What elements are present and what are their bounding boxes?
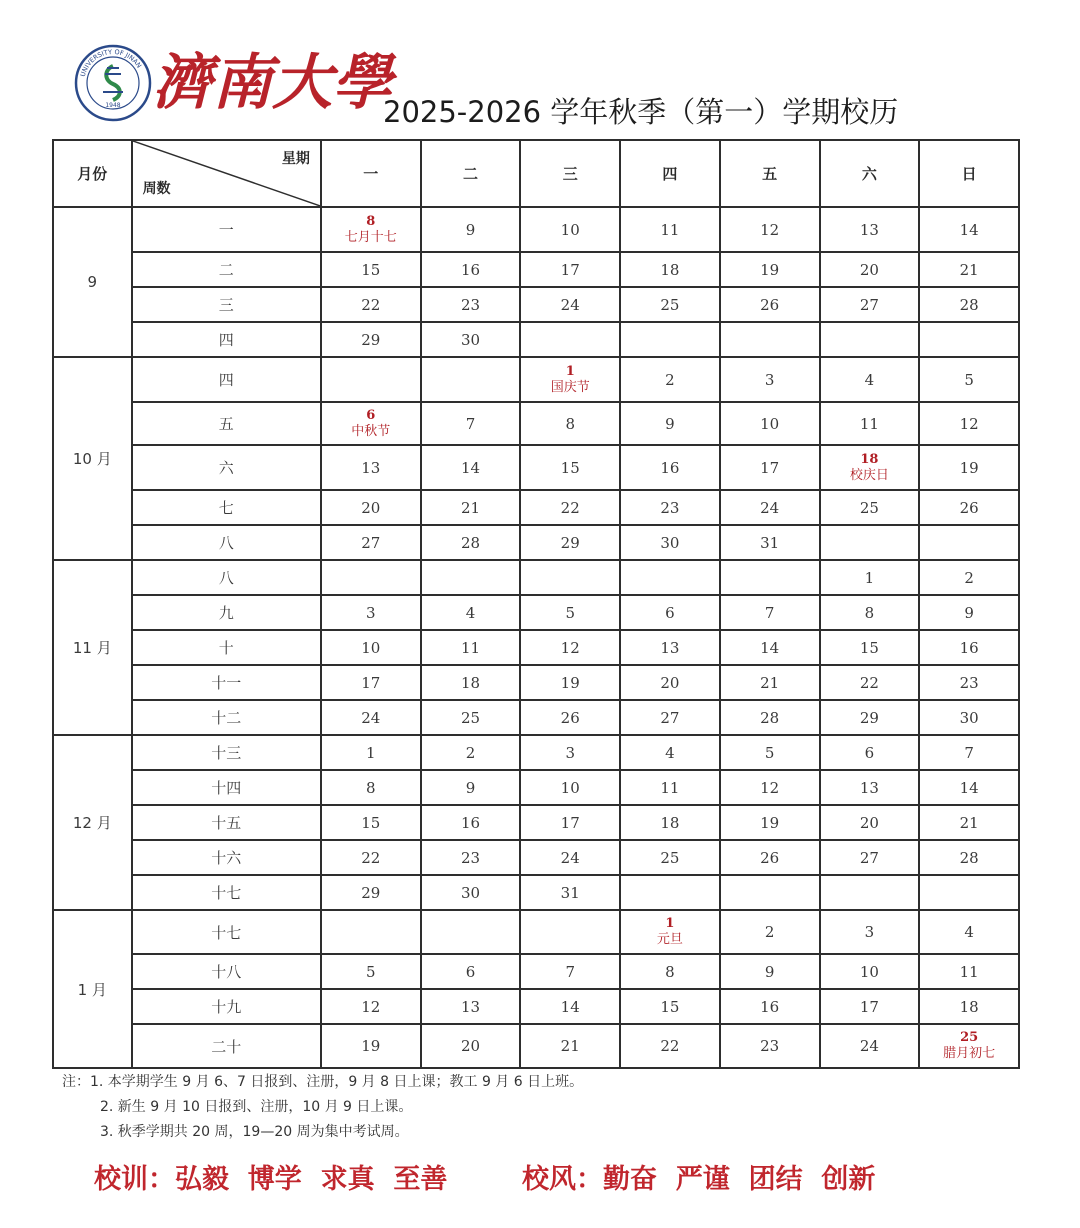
date-cell: 24 bbox=[321, 700, 421, 735]
date-number: 1 bbox=[565, 363, 575, 379]
empty-date-cell bbox=[520, 560, 620, 595]
school-motto: 校训：弘毅 博学 求真 至善 bbox=[94, 1164, 448, 1195]
week-number-cell: 十一 bbox=[132, 665, 321, 700]
date-cell: 30 bbox=[620, 525, 720, 560]
date-cell: 7 bbox=[720, 595, 820, 630]
date-note: 国庆节 bbox=[550, 379, 590, 395]
date-cell: 19 bbox=[520, 665, 620, 700]
empty-date-cell bbox=[620, 322, 720, 357]
date-cell: 8 bbox=[620, 954, 720, 989]
date-cell: 4 bbox=[620, 735, 720, 770]
note-item: 3. 秋季学期共 20 周，19—20 周为集中考试周。 bbox=[100, 1124, 409, 1140]
date-cell: 9 bbox=[720, 954, 820, 989]
week-row bbox=[53, 989, 1019, 1024]
date-cell: 13 bbox=[321, 445, 421, 490]
date-cell: 28 bbox=[421, 525, 521, 560]
empty-date-cell bbox=[820, 875, 920, 910]
date-cell: 3 bbox=[820, 910, 920, 954]
week-number-cell: 十七 bbox=[132, 875, 321, 910]
empty-date-cell bbox=[820, 525, 920, 560]
highlighted-date bbox=[920, 1030, 1018, 1062]
day-header: 日 bbox=[919, 140, 1019, 207]
date-cell: 17 bbox=[720, 445, 820, 490]
date-note: 七月十七 bbox=[344, 229, 397, 245]
month-cell: 11 月 bbox=[53, 560, 132, 735]
date-note: 元旦 bbox=[656, 932, 683, 947]
date-cell: 25 bbox=[421, 700, 521, 735]
page-title: 2025-2026 学年秋季（第一）学期校历 bbox=[383, 95, 899, 129]
empty-date-cell bbox=[720, 560, 820, 595]
week-number-cell: 十七 bbox=[132, 910, 321, 954]
date-cell: 9 bbox=[421, 207, 521, 252]
month-cell: 9 bbox=[53, 207, 132, 357]
date-cell: 10 bbox=[520, 770, 620, 805]
date-cell: 28 bbox=[919, 840, 1019, 875]
date-cell: 19 bbox=[720, 252, 820, 287]
date-cell: 15 bbox=[620, 989, 720, 1024]
week-row bbox=[53, 735, 1019, 770]
date-cell: 6 bbox=[421, 954, 521, 989]
date-cell: 18 bbox=[620, 805, 720, 840]
date-cell: 30 bbox=[421, 322, 521, 357]
date-cell: 11 bbox=[421, 630, 521, 665]
date-cell: 17 bbox=[321, 665, 421, 700]
date-cell: 24 bbox=[820, 1024, 920, 1068]
date-cell: 2 bbox=[620, 357, 720, 402]
date-cell: 11 bbox=[620, 770, 720, 805]
date-cell: 19 bbox=[321, 1024, 421, 1068]
week-number-cell: 四 bbox=[132, 322, 321, 357]
university-name-logo: 濟南大學 bbox=[152, 48, 392, 118]
date-cell: 27 bbox=[820, 840, 920, 875]
holiday-date-cell bbox=[919, 1024, 1019, 1068]
date-cell: 18 bbox=[919, 989, 1019, 1024]
date-cell: 9 bbox=[919, 595, 1019, 630]
holiday-date-cell bbox=[321, 402, 421, 445]
date-cell: 23 bbox=[421, 840, 521, 875]
calendar-table bbox=[52, 139, 1020, 1069]
week-number-cell: 十九 bbox=[132, 989, 321, 1024]
date-cell: 22 bbox=[321, 287, 421, 322]
week-number-cell: 八 bbox=[132, 560, 321, 595]
date-cell: 20 bbox=[421, 1024, 521, 1068]
empty-date-cell bbox=[421, 560, 521, 595]
date-cell: 20 bbox=[820, 252, 920, 287]
highlighted-date bbox=[621, 916, 719, 948]
date-cell: 12 bbox=[520, 630, 620, 665]
calendar-body bbox=[53, 207, 1019, 1068]
empty-date-cell bbox=[520, 322, 620, 357]
day-header: 二 bbox=[421, 140, 521, 207]
week-row bbox=[53, 560, 1019, 595]
date-cell: 27 bbox=[620, 700, 720, 735]
date-cell: 24 bbox=[520, 287, 620, 322]
week-row bbox=[53, 322, 1019, 357]
date-cell: 18 bbox=[421, 665, 521, 700]
date-cell: 8 bbox=[520, 402, 620, 445]
date-cell: 5 bbox=[720, 735, 820, 770]
month-column-header: 月份 bbox=[53, 140, 132, 207]
month-cell: 12 月 bbox=[53, 735, 132, 910]
week-row bbox=[53, 445, 1019, 490]
empty-date-cell bbox=[620, 875, 720, 910]
notes-section bbox=[62, 1070, 1042, 1145]
weeknum-label: 周数 bbox=[142, 181, 171, 197]
date-cell: 3 bbox=[321, 595, 421, 630]
empty-date-cell bbox=[720, 322, 820, 357]
date-cell: 6 bbox=[820, 735, 920, 770]
date-cell: 3 bbox=[720, 357, 820, 402]
date-cell: 23 bbox=[620, 490, 720, 525]
date-cell: 21 bbox=[520, 1024, 620, 1068]
date-cell: 14 bbox=[520, 989, 620, 1024]
date-cell: 12 bbox=[720, 207, 820, 252]
date-number: 8 bbox=[366, 213, 376, 229]
date-cell: 23 bbox=[919, 665, 1019, 700]
week-row bbox=[53, 252, 1019, 287]
week-number-cell: 十六 bbox=[132, 840, 321, 875]
week-number-cell: 十八 bbox=[132, 954, 321, 989]
date-note: 腊月初七 bbox=[943, 1046, 996, 1061]
week-number-cell: 二 bbox=[132, 252, 321, 287]
date-cell: 22 bbox=[820, 665, 920, 700]
highlighted-date bbox=[521, 364, 619, 396]
date-cell: 29 bbox=[520, 525, 620, 560]
date-number: 6 bbox=[366, 407, 376, 423]
date-cell: 23 bbox=[421, 287, 521, 322]
empty-date-cell bbox=[820, 322, 920, 357]
date-cell: 4 bbox=[919, 910, 1019, 954]
date-note: 校庆日 bbox=[849, 467, 889, 483]
empty-date-cell bbox=[321, 910, 421, 954]
date-cell: 12 bbox=[919, 402, 1019, 445]
week-number-cell: 一 bbox=[132, 207, 321, 252]
week-number-cell: 十五 bbox=[132, 805, 321, 840]
week-number-cell: 六 bbox=[132, 445, 321, 490]
week-number-cell: 三 bbox=[132, 287, 321, 322]
school-ethos: 校风：勤奋 严谨 团结 创新 bbox=[522, 1164, 876, 1195]
date-cell: 21 bbox=[720, 665, 820, 700]
date-cell: 11 bbox=[620, 207, 720, 252]
week-number-cell: 五 bbox=[132, 402, 321, 445]
week-number-cell: 七 bbox=[132, 490, 321, 525]
date-cell: 10 bbox=[520, 207, 620, 252]
date-cell: 5 bbox=[321, 954, 421, 989]
date-number: 1 bbox=[665, 916, 675, 931]
day-header: 六 bbox=[820, 140, 920, 207]
date-cell: 24 bbox=[520, 840, 620, 875]
date-cell: 11 bbox=[919, 954, 1019, 989]
date-cell: 11 bbox=[820, 402, 920, 445]
empty-date-cell bbox=[720, 875, 820, 910]
week-row bbox=[53, 595, 1019, 630]
week-number-cell: 二十 bbox=[132, 1024, 321, 1068]
date-cell: 2 bbox=[919, 560, 1019, 595]
date-cell: 22 bbox=[520, 490, 620, 525]
day-header: 四 bbox=[620, 140, 720, 207]
date-cell: 16 bbox=[919, 630, 1019, 665]
week-number-cell: 十二 bbox=[132, 700, 321, 735]
week-number-cell: 十四 bbox=[132, 770, 321, 805]
empty-date-cell bbox=[919, 322, 1019, 357]
week-row bbox=[53, 840, 1019, 875]
date-cell: 19 bbox=[720, 805, 820, 840]
date-cell: 23 bbox=[720, 1024, 820, 1068]
month-cell: 10 月 bbox=[53, 357, 132, 560]
date-cell: 30 bbox=[421, 875, 521, 910]
university-seal-icon bbox=[74, 44, 152, 122]
date-cell: 7 bbox=[919, 735, 1019, 770]
date-cell: 13 bbox=[820, 770, 920, 805]
date-cell: 26 bbox=[919, 490, 1019, 525]
date-cell: 28 bbox=[720, 700, 820, 735]
date-cell: 17 bbox=[520, 252, 620, 287]
week-row bbox=[53, 402, 1019, 445]
highlighted-date bbox=[821, 452, 919, 484]
week-row bbox=[53, 357, 1019, 402]
weekday-weeknum-header bbox=[132, 140, 321, 207]
calendar-header-row bbox=[53, 140, 1019, 207]
week-row bbox=[53, 665, 1019, 700]
date-cell: 10 bbox=[720, 402, 820, 445]
date-cell: 15 bbox=[820, 630, 920, 665]
date-cell: 25 bbox=[620, 840, 720, 875]
date-cell: 5 bbox=[919, 357, 1019, 402]
date-cell: 1 bbox=[321, 735, 421, 770]
date-cell: 27 bbox=[820, 287, 920, 322]
date-cell: 9 bbox=[421, 770, 521, 805]
date-cell: 26 bbox=[720, 840, 820, 875]
highlighted-date bbox=[322, 214, 420, 246]
date-cell: 13 bbox=[620, 630, 720, 665]
week-row bbox=[53, 954, 1019, 989]
note-item: 注：1. 本学期学生 9 月 6、7 日报到、注册，9 月 8 日上课；教工 9 月 6 日上班。 bbox=[62, 1074, 584, 1090]
empty-date-cell bbox=[321, 357, 421, 402]
date-cell: 31 bbox=[520, 875, 620, 910]
week-number-cell: 十 bbox=[132, 630, 321, 665]
date-number: 18 bbox=[860, 451, 879, 467]
date-cell: 10 bbox=[820, 954, 920, 989]
holiday-date-cell bbox=[321, 207, 421, 252]
week-row bbox=[53, 287, 1019, 322]
date-cell: 9 bbox=[620, 402, 720, 445]
date-cell: 8 bbox=[820, 595, 920, 630]
date-cell: 26 bbox=[520, 700, 620, 735]
date-cell: 16 bbox=[421, 252, 521, 287]
date-cell: 12 bbox=[321, 989, 421, 1024]
date-number: 25 bbox=[960, 1030, 979, 1045]
empty-date-cell bbox=[421, 910, 521, 954]
date-cell: 14 bbox=[919, 207, 1019, 252]
date-cell: 20 bbox=[321, 490, 421, 525]
holiday-date-cell bbox=[520, 357, 620, 402]
seal-text: UNIVERSITY OF JINAN bbox=[78, 47, 144, 78]
date-cell: 20 bbox=[820, 805, 920, 840]
week-row bbox=[53, 770, 1019, 805]
date-cell: 12 bbox=[720, 770, 820, 805]
date-cell: 2 bbox=[421, 735, 521, 770]
week-row bbox=[53, 875, 1019, 910]
date-cell: 22 bbox=[321, 840, 421, 875]
seal-year: 1948 bbox=[105, 102, 121, 109]
date-cell: 21 bbox=[919, 252, 1019, 287]
week-number-cell: 十三 bbox=[132, 735, 321, 770]
empty-date-cell bbox=[620, 560, 720, 595]
date-cell: 17 bbox=[820, 989, 920, 1024]
date-cell: 14 bbox=[421, 445, 521, 490]
date-cell: 4 bbox=[820, 357, 920, 402]
date-cell: 24 bbox=[720, 490, 820, 525]
date-cell: 6 bbox=[620, 595, 720, 630]
holiday-date-cell bbox=[820, 445, 920, 490]
week-row bbox=[53, 207, 1019, 252]
date-cell: 22 bbox=[620, 1024, 720, 1068]
week-row bbox=[53, 1024, 1019, 1068]
empty-date-cell bbox=[520, 910, 620, 954]
date-cell: 10 bbox=[321, 630, 421, 665]
date-cell: 29 bbox=[321, 875, 421, 910]
week-row bbox=[53, 630, 1019, 665]
date-cell: 29 bbox=[321, 322, 421, 357]
holiday-date-cell bbox=[620, 910, 720, 954]
empty-date-cell bbox=[919, 525, 1019, 560]
date-cell: 13 bbox=[421, 989, 521, 1024]
day-header: 三 bbox=[520, 140, 620, 207]
week-number-cell: 八 bbox=[132, 525, 321, 560]
week-number-cell: 九 bbox=[132, 595, 321, 630]
week-row bbox=[53, 525, 1019, 560]
date-cell: 7 bbox=[520, 954, 620, 989]
date-cell: 16 bbox=[620, 445, 720, 490]
month-cell: 1 月 bbox=[53, 910, 132, 1068]
date-cell: 17 bbox=[520, 805, 620, 840]
date-cell: 14 bbox=[919, 770, 1019, 805]
day-header: 五 bbox=[720, 140, 820, 207]
date-cell: 13 bbox=[820, 207, 920, 252]
highlighted-date bbox=[322, 408, 420, 440]
week-row bbox=[53, 700, 1019, 735]
date-cell: 19 bbox=[919, 445, 1019, 490]
week-row bbox=[53, 805, 1019, 840]
date-cell: 2 bbox=[720, 910, 820, 954]
date-cell: 30 bbox=[919, 700, 1019, 735]
date-cell: 21 bbox=[421, 490, 521, 525]
date-cell: 15 bbox=[520, 445, 620, 490]
date-cell: 26 bbox=[720, 287, 820, 322]
date-cell: 29 bbox=[820, 700, 920, 735]
weekday-label: 星期 bbox=[281, 151, 310, 167]
date-cell: 25 bbox=[820, 490, 920, 525]
date-cell: 14 bbox=[720, 630, 820, 665]
date-note: 中秋节 bbox=[351, 423, 391, 439]
date-cell: 4 bbox=[421, 595, 521, 630]
date-cell: 15 bbox=[321, 252, 421, 287]
week-number-cell: 四 bbox=[132, 357, 321, 402]
empty-date-cell bbox=[919, 875, 1019, 910]
date-cell: 1 bbox=[820, 560, 920, 595]
date-cell: 5 bbox=[520, 595, 620, 630]
week-row bbox=[53, 910, 1019, 954]
date-cell: 18 bbox=[620, 252, 720, 287]
date-cell: 8 bbox=[321, 770, 421, 805]
notes-prefix: 注： bbox=[62, 1074, 90, 1090]
date-cell: 27 bbox=[321, 525, 421, 560]
week-row bbox=[53, 490, 1019, 525]
empty-date-cell bbox=[321, 560, 421, 595]
day-header: 一 bbox=[321, 140, 421, 207]
date-cell: 28 bbox=[919, 287, 1019, 322]
note-item: 2. 新生 9 月 10 日报到、注册，10 月 9 日上课。 bbox=[100, 1099, 413, 1115]
date-cell: 15 bbox=[321, 805, 421, 840]
date-cell: 16 bbox=[720, 989, 820, 1024]
date-cell: 25 bbox=[620, 287, 720, 322]
document-header bbox=[0, 0, 1080, 138]
date-cell: 3 bbox=[520, 735, 620, 770]
date-cell: 16 bbox=[421, 805, 521, 840]
date-cell: 21 bbox=[919, 805, 1019, 840]
date-cell: 31 bbox=[720, 525, 820, 560]
date-cell: 20 bbox=[620, 665, 720, 700]
empty-date-cell bbox=[421, 357, 521, 402]
date-cell: 7 bbox=[421, 402, 521, 445]
